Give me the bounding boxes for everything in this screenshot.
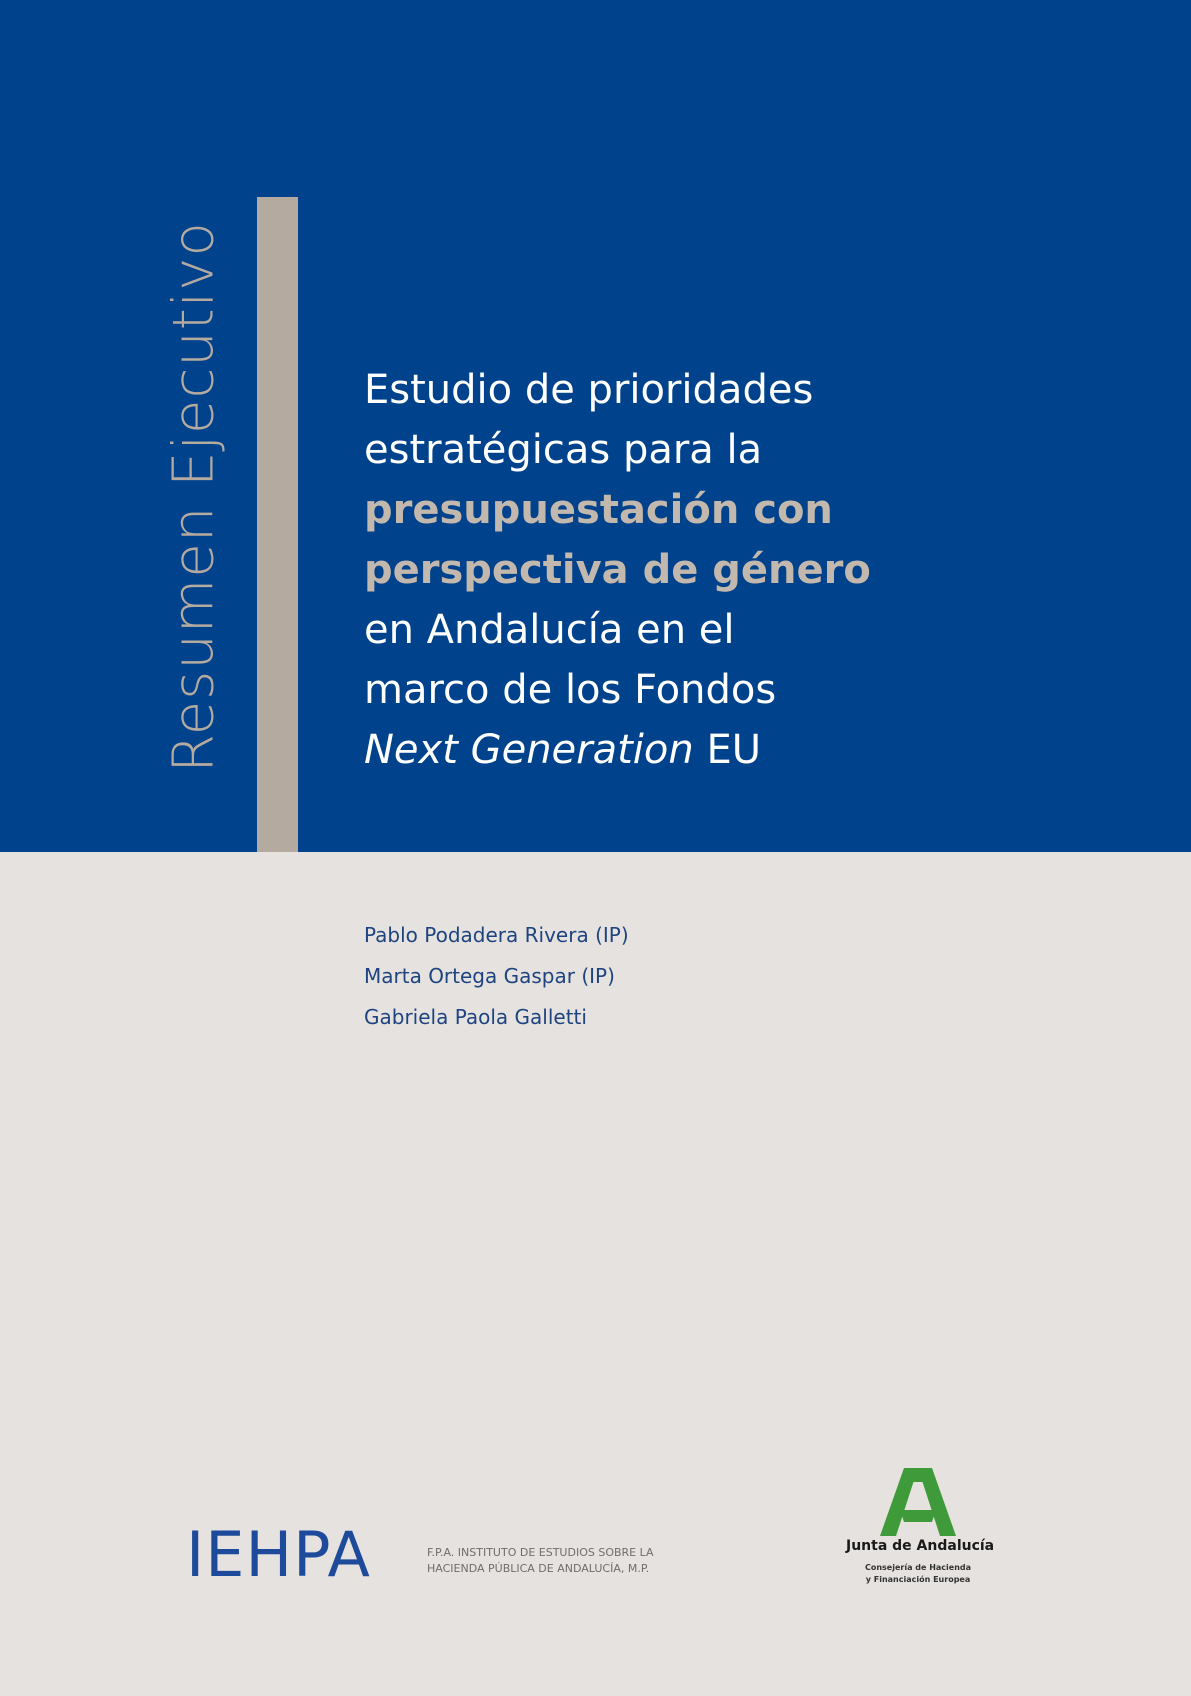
title-line-2: estratégicas para la (364, 427, 763, 473)
title-suffix: EU (706, 727, 762, 773)
author-name: Pablo Podadera Rivera (IP) (364, 923, 629, 947)
iehpa-text-line: F.P.A. INSTITUTO DE ESTUDIOS SOBRE LA (427, 1546, 654, 1559)
author-name: Gabriela Paola Galletti (364, 1005, 587, 1029)
iehpa-logo: IEHPA (186, 1518, 371, 1591)
title-line-1: Estudio de prioridades (364, 367, 814, 413)
title-line-7 (364, 720, 924, 780)
title-line-3-highlight: presupuestación con (364, 487, 833, 533)
junta-name: Junta de Andalucía (846, 1538, 995, 1554)
accent-bar (257, 197, 298, 852)
title-line-4-highlight: perspectiva de género (364, 547, 871, 593)
junta-department (846, 1562, 990, 1586)
series-label: Resumen Ejecutivo (161, 221, 227, 773)
title-italic-part: Next Generation (364, 727, 694, 773)
junta-sub-line: y Financiación Europea (865, 1575, 971, 1584)
author-list (364, 915, 629, 1038)
junta-andalucia-logo-icon (880, 1468, 956, 1536)
title-line-5: en Andalucía en el (364, 607, 735, 653)
document-title (364, 360, 924, 780)
junta-sub-line: Consejería de Hacienda (864, 1563, 972, 1572)
author-name: Marta Ortega Gaspar (IP) (364, 964, 615, 988)
title-line-6: marco de los Fondos (364, 667, 777, 713)
iehpa-institute-name (427, 1545, 654, 1577)
iehpa-text-line: HACIENDA PÚBLICA DE ANDALUCÍA, M.P. (427, 1562, 650, 1575)
